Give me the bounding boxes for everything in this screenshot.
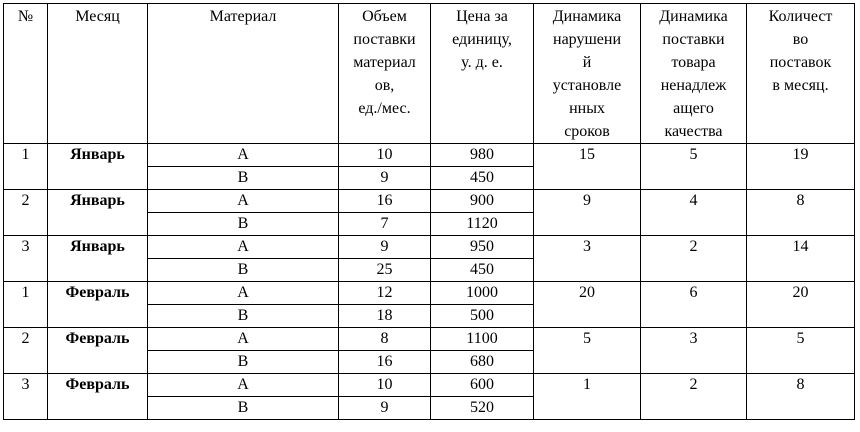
header-line: ащего xyxy=(673,100,714,117)
cell-quality: 6 xyxy=(641,282,747,328)
cell-month: Январь xyxy=(48,144,148,190)
cell-number: 1 xyxy=(4,144,48,190)
header-delays xyxy=(534,4,641,144)
cell-material: A xyxy=(148,374,339,397)
header-line: поставок xyxy=(769,54,832,71)
header-line: Цена за xyxy=(456,8,508,25)
cell-delays: 5 xyxy=(534,328,641,374)
header-month xyxy=(48,4,148,144)
cell-month: Февраль xyxy=(48,282,148,328)
cell-month: Январь xyxy=(48,190,148,236)
cell-price: 450 xyxy=(431,259,534,282)
cell-material: B xyxy=(148,397,339,420)
cell-material: A xyxy=(148,144,339,167)
cell-material: B xyxy=(148,167,339,190)
table-body xyxy=(4,144,855,420)
table-row xyxy=(4,190,855,213)
header-line: Количест xyxy=(768,8,833,25)
cell-volume: 7 xyxy=(339,213,431,236)
header-line: й xyxy=(582,54,592,71)
header-row xyxy=(4,4,855,144)
table-row xyxy=(4,328,855,351)
header-price xyxy=(431,4,534,144)
cell-delays: 3 xyxy=(534,236,641,282)
cell-number: 2 xyxy=(4,190,48,236)
cell-number: 3 xyxy=(4,374,48,420)
cell-delays: 20 xyxy=(534,282,641,328)
cell-material: B xyxy=(148,305,339,328)
cell-number: 1 xyxy=(4,282,48,328)
cell-material: B xyxy=(148,259,339,282)
cell-material: B xyxy=(148,213,339,236)
header-line: Месяц xyxy=(75,8,120,25)
cell-quality: 5 xyxy=(641,144,747,190)
header-line: поставки xyxy=(662,31,725,48)
cell-deliveries: 14 xyxy=(747,236,855,282)
table-row xyxy=(4,282,855,305)
cell-deliveries: 20 xyxy=(747,282,855,328)
header-deliveries xyxy=(747,4,855,144)
header-line: нных xyxy=(569,100,605,117)
cell-volume: 10 xyxy=(339,374,431,397)
supply-table xyxy=(3,3,855,420)
cell-volume: 8 xyxy=(339,328,431,351)
cell-month: Февраль xyxy=(48,328,148,374)
cell-month: Январь xyxy=(48,236,148,282)
cell-volume: 9 xyxy=(339,397,431,420)
header-line: материал xyxy=(353,54,416,71)
cell-quality: 2 xyxy=(641,374,747,420)
header-volume xyxy=(339,4,431,144)
cell-price: 520 xyxy=(431,397,534,420)
cell-delays: 9 xyxy=(534,190,641,236)
cell-material: A xyxy=(148,282,339,305)
cell-price: 950 xyxy=(431,236,534,259)
cell-material: A xyxy=(148,190,339,213)
cell-price: 1100 xyxy=(431,328,534,351)
header-line: ов, xyxy=(374,77,395,94)
cell-material: A xyxy=(148,328,339,351)
table-row xyxy=(4,236,855,259)
cell-price: 980 xyxy=(431,144,534,167)
header-line: сроков xyxy=(564,123,610,140)
cell-volume: 9 xyxy=(339,167,431,190)
cell-volume: 25 xyxy=(339,259,431,282)
cell-price: 500 xyxy=(431,305,534,328)
header-line: товара xyxy=(671,54,716,71)
cell-price: 1120 xyxy=(431,213,534,236)
cell-number: 3 xyxy=(4,236,48,282)
cell-deliveries: 5 xyxy=(747,328,855,374)
cell-price: 900 xyxy=(431,190,534,213)
header-line: Объем xyxy=(362,8,407,25)
header-line: ед./мес. xyxy=(358,100,411,117)
header-line: поставки xyxy=(353,31,416,48)
table-row xyxy=(4,144,855,167)
header-line: № xyxy=(17,8,34,25)
cell-volume: 16 xyxy=(339,351,431,374)
cell-volume: 16 xyxy=(339,190,431,213)
header-line: во xyxy=(792,31,809,48)
cell-price: 1000 xyxy=(431,282,534,305)
header-line: в месяц. xyxy=(772,77,829,94)
cell-delays: 1 xyxy=(534,374,641,420)
cell-price: 450 xyxy=(431,167,534,190)
header-line: Материал xyxy=(209,8,277,25)
cell-number: 2 xyxy=(4,328,48,374)
cell-quality: 2 xyxy=(641,236,747,282)
header-material xyxy=(148,4,339,144)
cell-volume: 12 xyxy=(339,282,431,305)
cell-deliveries: 8 xyxy=(747,374,855,420)
cell-volume: 10 xyxy=(339,144,431,167)
cell-delays: 15 xyxy=(534,144,641,190)
cell-price: 600 xyxy=(431,374,534,397)
cell-quality: 4 xyxy=(641,190,747,236)
header-quality xyxy=(641,4,747,144)
cell-quality: 3 xyxy=(641,328,747,374)
cell-volume: 9 xyxy=(339,236,431,259)
header-line: Динамика xyxy=(552,8,622,25)
cell-material: A xyxy=(148,236,339,259)
table-header xyxy=(4,4,855,144)
cell-material: B xyxy=(148,351,339,374)
cell-volume: 18 xyxy=(339,305,431,328)
header-line: установле xyxy=(552,77,622,94)
header-line: Динамика xyxy=(659,8,728,25)
cell-price: 680 xyxy=(431,351,534,374)
header-line: единицу, xyxy=(452,31,512,48)
header-line: качества xyxy=(664,123,723,140)
cell-month: Февраль xyxy=(48,374,148,420)
table-row xyxy=(4,374,855,397)
cell-deliveries: 19 xyxy=(747,144,855,190)
header-number xyxy=(4,4,48,144)
header-line: ненадлеж xyxy=(660,77,727,94)
header-line: у. д. е. xyxy=(461,54,503,71)
cell-deliveries: 8 xyxy=(747,190,855,236)
header-line: нарушени xyxy=(553,31,621,48)
